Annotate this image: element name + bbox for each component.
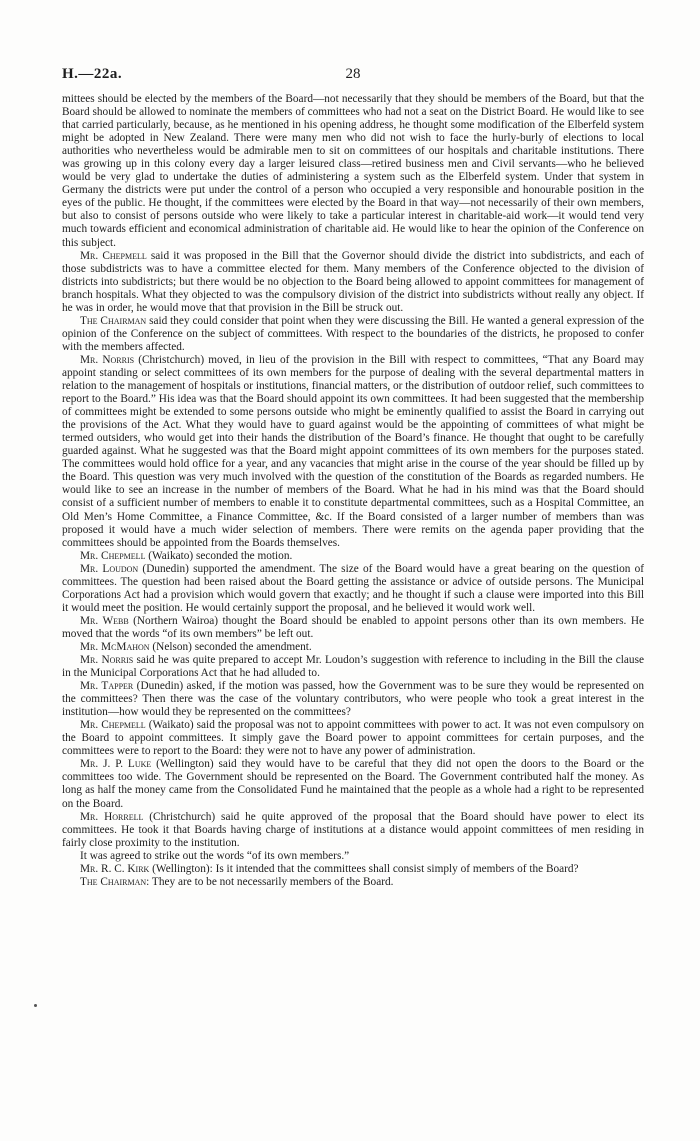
paragraph-text: said he was quite prepared to accept Mr. Loudon’s suggestion with reference to including in the Bill the clause in the Municipal Corporations Act that he had alluded to. xyxy=(62,654,644,680)
speaker-name: Mr. J. P. Luke xyxy=(80,758,152,771)
paragraph xyxy=(62,250,644,315)
speaker-name: Mr. Chepmell xyxy=(80,719,146,732)
paragraph-text: (Wellington) said they would have to be careful that they did not open the doors to the Board or the committees too wide. The Government should be represented on the Board. The Government contributed half the money. As long as half the money came from the Consolidated Fund he maintained that the people as a whole had a right to be represented on the Board. xyxy=(62,758,644,810)
paragraph-text: (Wellington): Is it intended that the committees shall consist simply of members of the Board? xyxy=(149,862,579,875)
paragraph xyxy=(62,850,644,863)
paragraph-text: (Nelson) seconded the amendment. xyxy=(149,640,312,653)
paragraph-text: : They are to be not necessarily members of the Board. xyxy=(146,875,394,888)
paragraph-text: (Northern Wairoa) thought the Board should be enabled to appoint persons other than its own members. He moved that the words “of its own members” be left out. xyxy=(62,614,645,640)
paragraph xyxy=(62,719,644,758)
speaker-name: Mr. Webb xyxy=(80,614,129,627)
paragraph-text: (Dunedin) supported the amendment. The size of the Board would have a great bearing on the question of committees. The question had been raised about the Board getting the assistance or advice of outside persons. The Municipal Corporations Act had a provision which would govern that exactly; and he thought if such a clause were imported into this Bill it would meet the position. He would certainly support the proposal, and he believed it would work well. xyxy=(62,562,644,614)
paragraph-text: said they could consider that point when they were discussing the Bill. He wanted a general expression of the opinion of the Conference on the subject of committees. With respect to the boundaries of the districts, he proposed to confer with the members affected. xyxy=(62,314,644,353)
page-number: 28 xyxy=(345,66,361,82)
page-header xyxy=(62,66,644,88)
paragraph xyxy=(62,654,644,680)
speaker-name: Mr. R. C. Kirk xyxy=(80,862,150,875)
speaker-name: Mr. Loudon xyxy=(80,562,139,575)
paragraph-text: (Christchurch) said he quite approved of the proposal that the Board should have power to elect its committees. He took it that Boards having charge of institutions at a distance would appoint committees of men residing in fairly close proximity to the institution. xyxy=(62,810,644,849)
paragraph xyxy=(62,863,644,876)
paragraph-text: said it was proposed in the Bill that the Governor should divide the district into subdistricts, and each of those subdistricts was to have a committee elected for them. Many members of the Conference objected to the division of districts into subdistricts; but there would be no objection to the Board being allowed to appoint committees for management of branch hospitals. What they objected to was the compulsory division of the district into subdistricts without really any object. If he was in order, he would move that that provision in the Bill be struck out. xyxy=(62,249,645,314)
paragraph xyxy=(62,876,644,889)
speaker-name: Mr. Chepmell xyxy=(80,549,146,562)
paragraph-text: (Christchurch) moved, in lieu of the provision in the Bill with respect to committees, “That any Board may appoint standing or select committees of its own members for the purpose of dealing with the several departmental matters in relation to the management of hospitals or institutions, financial matters, or the distribution of outdoor relief, such committees to report to the Board.” His idea was that the Board should appoint its own committees. It had been suggested that the membership of committees might be extended to some persons outside who might be eminently qualified to assist the Board in carrying out the provisions of the Act. What they would have to guard against would be the appointing of committees of what might be termed outsiders, who would get into their hands the distribution of the Board’s finance. He thought that ought to be carefully guarded against. What he suggested was that the Board might appoint committees of its own members for the purposes stated. The committees would hold office for a year, and any vacancies that might arise in the course of the year should be filled up by the Board. This question was very much involved with the question of the constitution of the Boards as regarded numbers. He would like to see an increase in the number of members of the Board. What he had in his mind was that the Board should consist of a sufficient number of members to enable it to constitute departmental committees, such as a Hospital Committee, an Old Men’s Home Committee, a Finance Committee, &c. If the Board consisted of a larger number of members than was proposed it would have a much wider selection of members. There were remits on the agenda paper providing that the committees should be appointed from the Boards themselves. xyxy=(62,353,645,549)
paragraph xyxy=(62,354,644,550)
paragraph xyxy=(62,563,644,615)
speaker-name: Mr. Norris xyxy=(80,353,135,366)
speaker-name: Mr. Norris xyxy=(80,654,134,667)
speaker-name: Mr. McMahon xyxy=(80,640,150,653)
paragraph-text: (Dunedin) asked, if the motion was passed, how the Government was to be sure they would be represented on the committees? Then there was the case of the voluntary contributors, who were people who took a great interest in the institution—how would they be represented on the committees? xyxy=(62,680,645,719)
paragraph xyxy=(62,93,644,250)
margin-mark xyxy=(34,1004,37,1007)
speaker-name: Mr. Tapper xyxy=(80,680,134,693)
document-reference: H.—22a. xyxy=(62,66,123,82)
paragraph xyxy=(62,550,644,563)
paragraph xyxy=(62,680,644,719)
speaker-name: Mr. Chepmell xyxy=(80,249,147,262)
paragraph-text: mittees should be elected by the members of the Board—not necessarily that they should be members of the Board, but that the Board should be allowed to nominate the members of committees who had not a seat on the District Board. He would like to see that carried particularly, because, as he mentioned in his opening address, he thought some modification of the Elberfeld system might be adopted in New Zealand. There were many men who did not wish to face the hurly-burly of elections to local authorities who nevertheless would be admirable men to sit on committees of our hospitals and charitable institutions. There was growing up in this colony every day a larger leisured class—retired business men and Civil servants—who he believed would be very glad to undertake the duties of administering a system such as the Elberfeld system. Under that system in Germany the districts were put under the control of a person who occupied a very responsible and honourable position in the eyes of the public. He thought, if the committees were elected by the Board in that way—not necessarily of their own members, but also to consist of persons outside who were likely to take a particular interest in charitable-aid work—it would tend very much towards efficient and economical administration of charitable aid. He would like to hear the opinion of the Conference on this subject. xyxy=(62,93,644,249)
speaker-name: Mr. Horrell xyxy=(80,810,144,823)
speaker-name: The Chairman xyxy=(80,875,147,888)
paragraph-text: It was agreed to strike out the words “of its own members.” xyxy=(80,849,350,862)
paragraph xyxy=(62,641,644,654)
paragraph xyxy=(62,811,644,850)
paragraph xyxy=(62,758,644,810)
body-text xyxy=(62,93,644,889)
paragraph xyxy=(62,315,644,354)
paragraph-text: (Waikato) said the proposal was not to appoint committees with power to act. It was not even compulsory on the Board to appoint committees. It simply gave the Board power to appoint committees for certain purposes, and the committees were to report to the Board: they were not to have any power of administration. xyxy=(62,719,644,758)
speaker-name: The Chairman xyxy=(80,314,147,327)
paragraph xyxy=(62,615,644,641)
paragraph-text: (Waikato) seconded the motion. xyxy=(145,549,293,562)
